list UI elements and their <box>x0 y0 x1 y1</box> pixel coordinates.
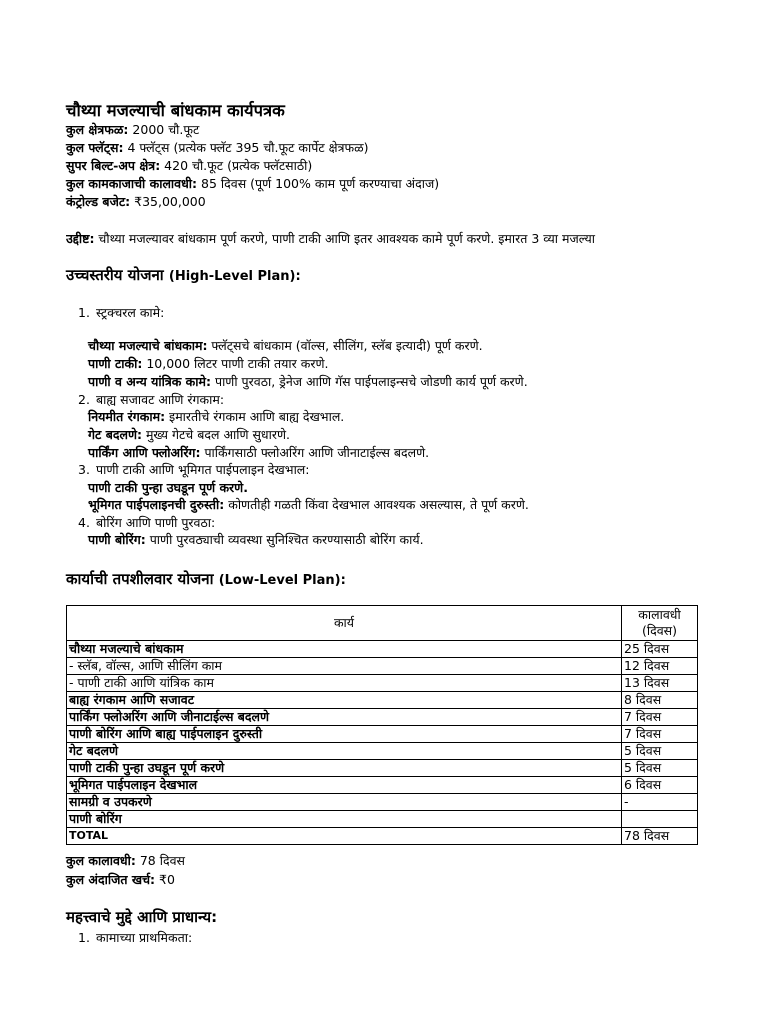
task-cell: - पाणी टाकी आणि यांत्रिक काम <box>67 675 622 692</box>
table-row <box>67 811 698 828</box>
priority-item-1 <box>78 930 192 946</box>
summary-label: कुल अंदाजित खर्च: <box>66 872 156 887</box>
low-level-heading <box>66 569 346 591</box>
task-table <box>66 605 698 845</box>
priority-text: कामाच्या प्राथमिकता: <box>95 930 193 945</box>
table-row <box>67 760 698 777</box>
summary-value: ₹0 <box>155 872 175 887</box>
task-cell: पाणी बोरिंग <box>67 811 622 828</box>
info-duration <box>66 176 439 192</box>
sub-label: पाणी व अन्य यांत्रिक कामे: <box>88 374 211 389</box>
info-value: 4 फ्लॅट्स (प्रत्येक फ्लॅट 395 चौ.फूट कार्पेट क्षेत्रफळ) <box>123 140 369 155</box>
days-cell: 7 दिवस <box>622 726 698 743</box>
table-row <box>67 692 698 709</box>
days-cell: 6 दिवस <box>622 777 698 794</box>
summary-cost <box>66 872 175 888</box>
duration-header-line1: कालावधी <box>638 607 681 622</box>
task-cell: पाणी टाकी पुन्हा उघडून पूर्ण करणे <box>67 760 622 777</box>
plan-item-3 <box>78 462 310 478</box>
plan-sub-item <box>88 445 429 461</box>
task-cell: चौथ्या मजल्याचे बांधकाम <box>67 641 622 658</box>
task-cell: - स्लॅब, वॉल्स, आणि सीलिंग काम <box>67 658 622 675</box>
sub-label: पार्किंग आणि फ्लोअरिंग: <box>88 445 201 460</box>
days-cell: 5 दिवस <box>622 760 698 777</box>
task-cell: TOTAL <box>67 828 622 845</box>
sub-text: कोणतीही गळती किंवा देखभाल आवश्यक असल्यास, ते पूर्ण करणे. <box>224 497 529 512</box>
list-number: 4. <box>78 515 90 530</box>
sub-text: फ्लॅट्सचे बांधकाम (वॉल्स, सीलिंग, स्लॅब इत्यादी) पूर्ण करणे. <box>207 338 483 353</box>
objective-text: चौथ्या मजल्यावर बांधकाम पूर्ण करणे, पाणी टाकी आणि इतर आवश्यक कामे पूर्ण करणे. इमारत 3 व्या मजल्या <box>94 231 595 246</box>
sub-text: 10,000 लिटर पाणी टाकी तयार करणे. <box>142 356 329 371</box>
plan-sub-item <box>88 497 529 513</box>
table-row <box>67 709 698 726</box>
duration-header-line2: (दिवस) <box>641 623 678 638</box>
task-cell: गेट बदलणे <box>67 743 622 760</box>
plan-item-title: बाह्य सजावट आणि रंगकाम: <box>95 392 225 407</box>
days-cell: 12 दिवस <box>622 658 698 675</box>
info-label: कुल कामकाजाची कालावधी: <box>66 176 198 191</box>
task-column-header: कार्य <box>67 606 622 641</box>
info-label: सुपर बिल्ट-अप क्षेत्र: <box>66 158 161 173</box>
sub-label: पाणी टाकी पुन्हा उघडून पूर्ण करणे. <box>88 480 248 495</box>
sub-text: पार्किंगसाठी फ्लोअरिंग आणि जीनाटाईल्स बदलणे. <box>200 445 430 460</box>
plan-sub-item <box>88 427 290 443</box>
plan-item-4 <box>78 515 215 531</box>
duration-column-header <box>622 606 698 641</box>
days-cell: 8 दिवस <box>622 692 698 709</box>
sub-label: भूमिगत पाईपलाइनची दुरुस्ती: <box>88 497 225 512</box>
days-cell: 5 दिवस <box>622 743 698 760</box>
sub-text: इमारतीचे रंगकाम आणि बाह्य देखभाल. <box>165 409 345 424</box>
objective-label: उद्दीष्ट: <box>66 231 95 246</box>
summary-duration <box>66 853 185 869</box>
info-value: 2000 चौ.फूट <box>128 122 200 137</box>
info-flats <box>66 140 368 156</box>
info-label: कंट्रोल्ड बजेट: <box>66 194 131 209</box>
info-builtup <box>66 158 312 174</box>
plan-item-title: स्ट्रक्चरल कामे: <box>95 305 165 320</box>
days-cell: 78 दिवस <box>622 828 698 845</box>
info-label: कुल फ्लॅट्स: <box>66 140 124 155</box>
days-cell: - <box>622 794 698 811</box>
days-cell <box>622 811 698 828</box>
sub-text: मुख्य गेटचे बदल आणि सुधारणे. <box>141 427 290 442</box>
plan-sub-item <box>88 532 424 548</box>
high-level-heading <box>66 265 301 287</box>
table-row <box>67 675 698 692</box>
plan-sub-item <box>88 480 248 496</box>
sub-label: चौथ्या मजल्याचे बांधकाम: <box>88 338 208 353</box>
plan-sub-item <box>88 409 344 425</box>
document-title: चौथ्या मजल्याची बांधकाम कार्यपत्रक <box>66 101 285 120</box>
list-number: 1. <box>78 930 90 945</box>
table-row <box>67 726 698 743</box>
list-number: 1. <box>78 305 90 320</box>
days-cell: 7 दिवस <box>622 709 698 726</box>
info-area <box>66 122 199 138</box>
table-row <box>67 641 698 658</box>
table-row <box>67 658 698 675</box>
task-cell: पाणी बोरिंग आणि बाह्य पाईपलाइन दुरुस्ती <box>67 726 622 743</box>
list-number: 2. <box>78 392 90 407</box>
task-cell: पार्किंग फ्लोअरिंग आणि जीनाटाईल्स बदलणे <box>67 709 622 726</box>
priorities-heading: महत्त्वाचे मुद्दे आणि प्राधान्य: <box>66 908 218 926</box>
sub-text: पाणी पुरवठ्याची व्यवस्था सुनिश्चित करण्यासाठी बोरिंग कार्य. <box>145 532 424 547</box>
summary-value: 78 दिवस <box>135 853 185 868</box>
task-cell: भूमिगत पाईपलाइन देखभाल <box>67 777 622 794</box>
heading-en: (Low-Level Plan): <box>218 573 346 588</box>
plan-item-2 <box>78 392 224 408</box>
summary-label: कुल कालावधी: <box>66 853 136 868</box>
days-cell: 25 दिवस <box>622 641 698 658</box>
sub-text: पाणी पुरवठा, ड्रेनेज आणि गॅस पाईपलाइन्सचे जोडणी कार्य पूर्ण करणे. <box>211 374 528 389</box>
info-label: कुल क्षेत्रफळ: <box>66 122 129 137</box>
days-cell: 13 दिवस <box>622 675 698 692</box>
plan-item-1 <box>78 305 164 321</box>
plan-sub-item <box>88 356 328 372</box>
heading-mr: उच्चस्तरीय योजना <box>66 266 164 284</box>
list-number: 3. <box>78 462 90 477</box>
table-header-row <box>67 606 698 641</box>
task-cell: सामग्री व उपकरणे <box>67 794 622 811</box>
sub-label: नियमीत रंगकाम: <box>88 409 166 424</box>
plan-sub-item <box>88 374 528 390</box>
sub-label: गेट बदलणे: <box>88 427 142 442</box>
table-row <box>67 743 698 760</box>
info-value: 420 चौ.फूट (प्रत्येक फ्लॅटसाठी) <box>160 158 313 173</box>
heading-en: (High-Level Plan): <box>168 269 301 284</box>
info-value: ₹35,00,000 <box>130 194 206 209</box>
sub-label: पाणी बोरिंग: <box>88 532 146 547</box>
plan-item-title: पाणी टाकी आणि भूमिगत पाईपलाइन देखभाल: <box>95 462 310 477</box>
plan-sub-item <box>88 338 483 354</box>
table-total-row <box>67 828 698 845</box>
sub-label: पाणी टाकी: <box>88 356 143 371</box>
task-cell: बाह्य रंगकाम आणि सजावट <box>67 692 622 709</box>
table-row <box>67 794 698 811</box>
table-row <box>67 777 698 794</box>
heading-mr: कार्याची तपशीलवार योजना <box>66 570 214 588</box>
objective-line <box>66 231 696 247</box>
plan-item-title: बोरिंग आणि पाणी पुरवठा: <box>95 515 216 530</box>
info-budget <box>66 194 206 210</box>
info-value: 85 दिवस (पूर्ण 100% काम पूर्ण करण्याचा अंदाज) <box>197 176 440 191</box>
